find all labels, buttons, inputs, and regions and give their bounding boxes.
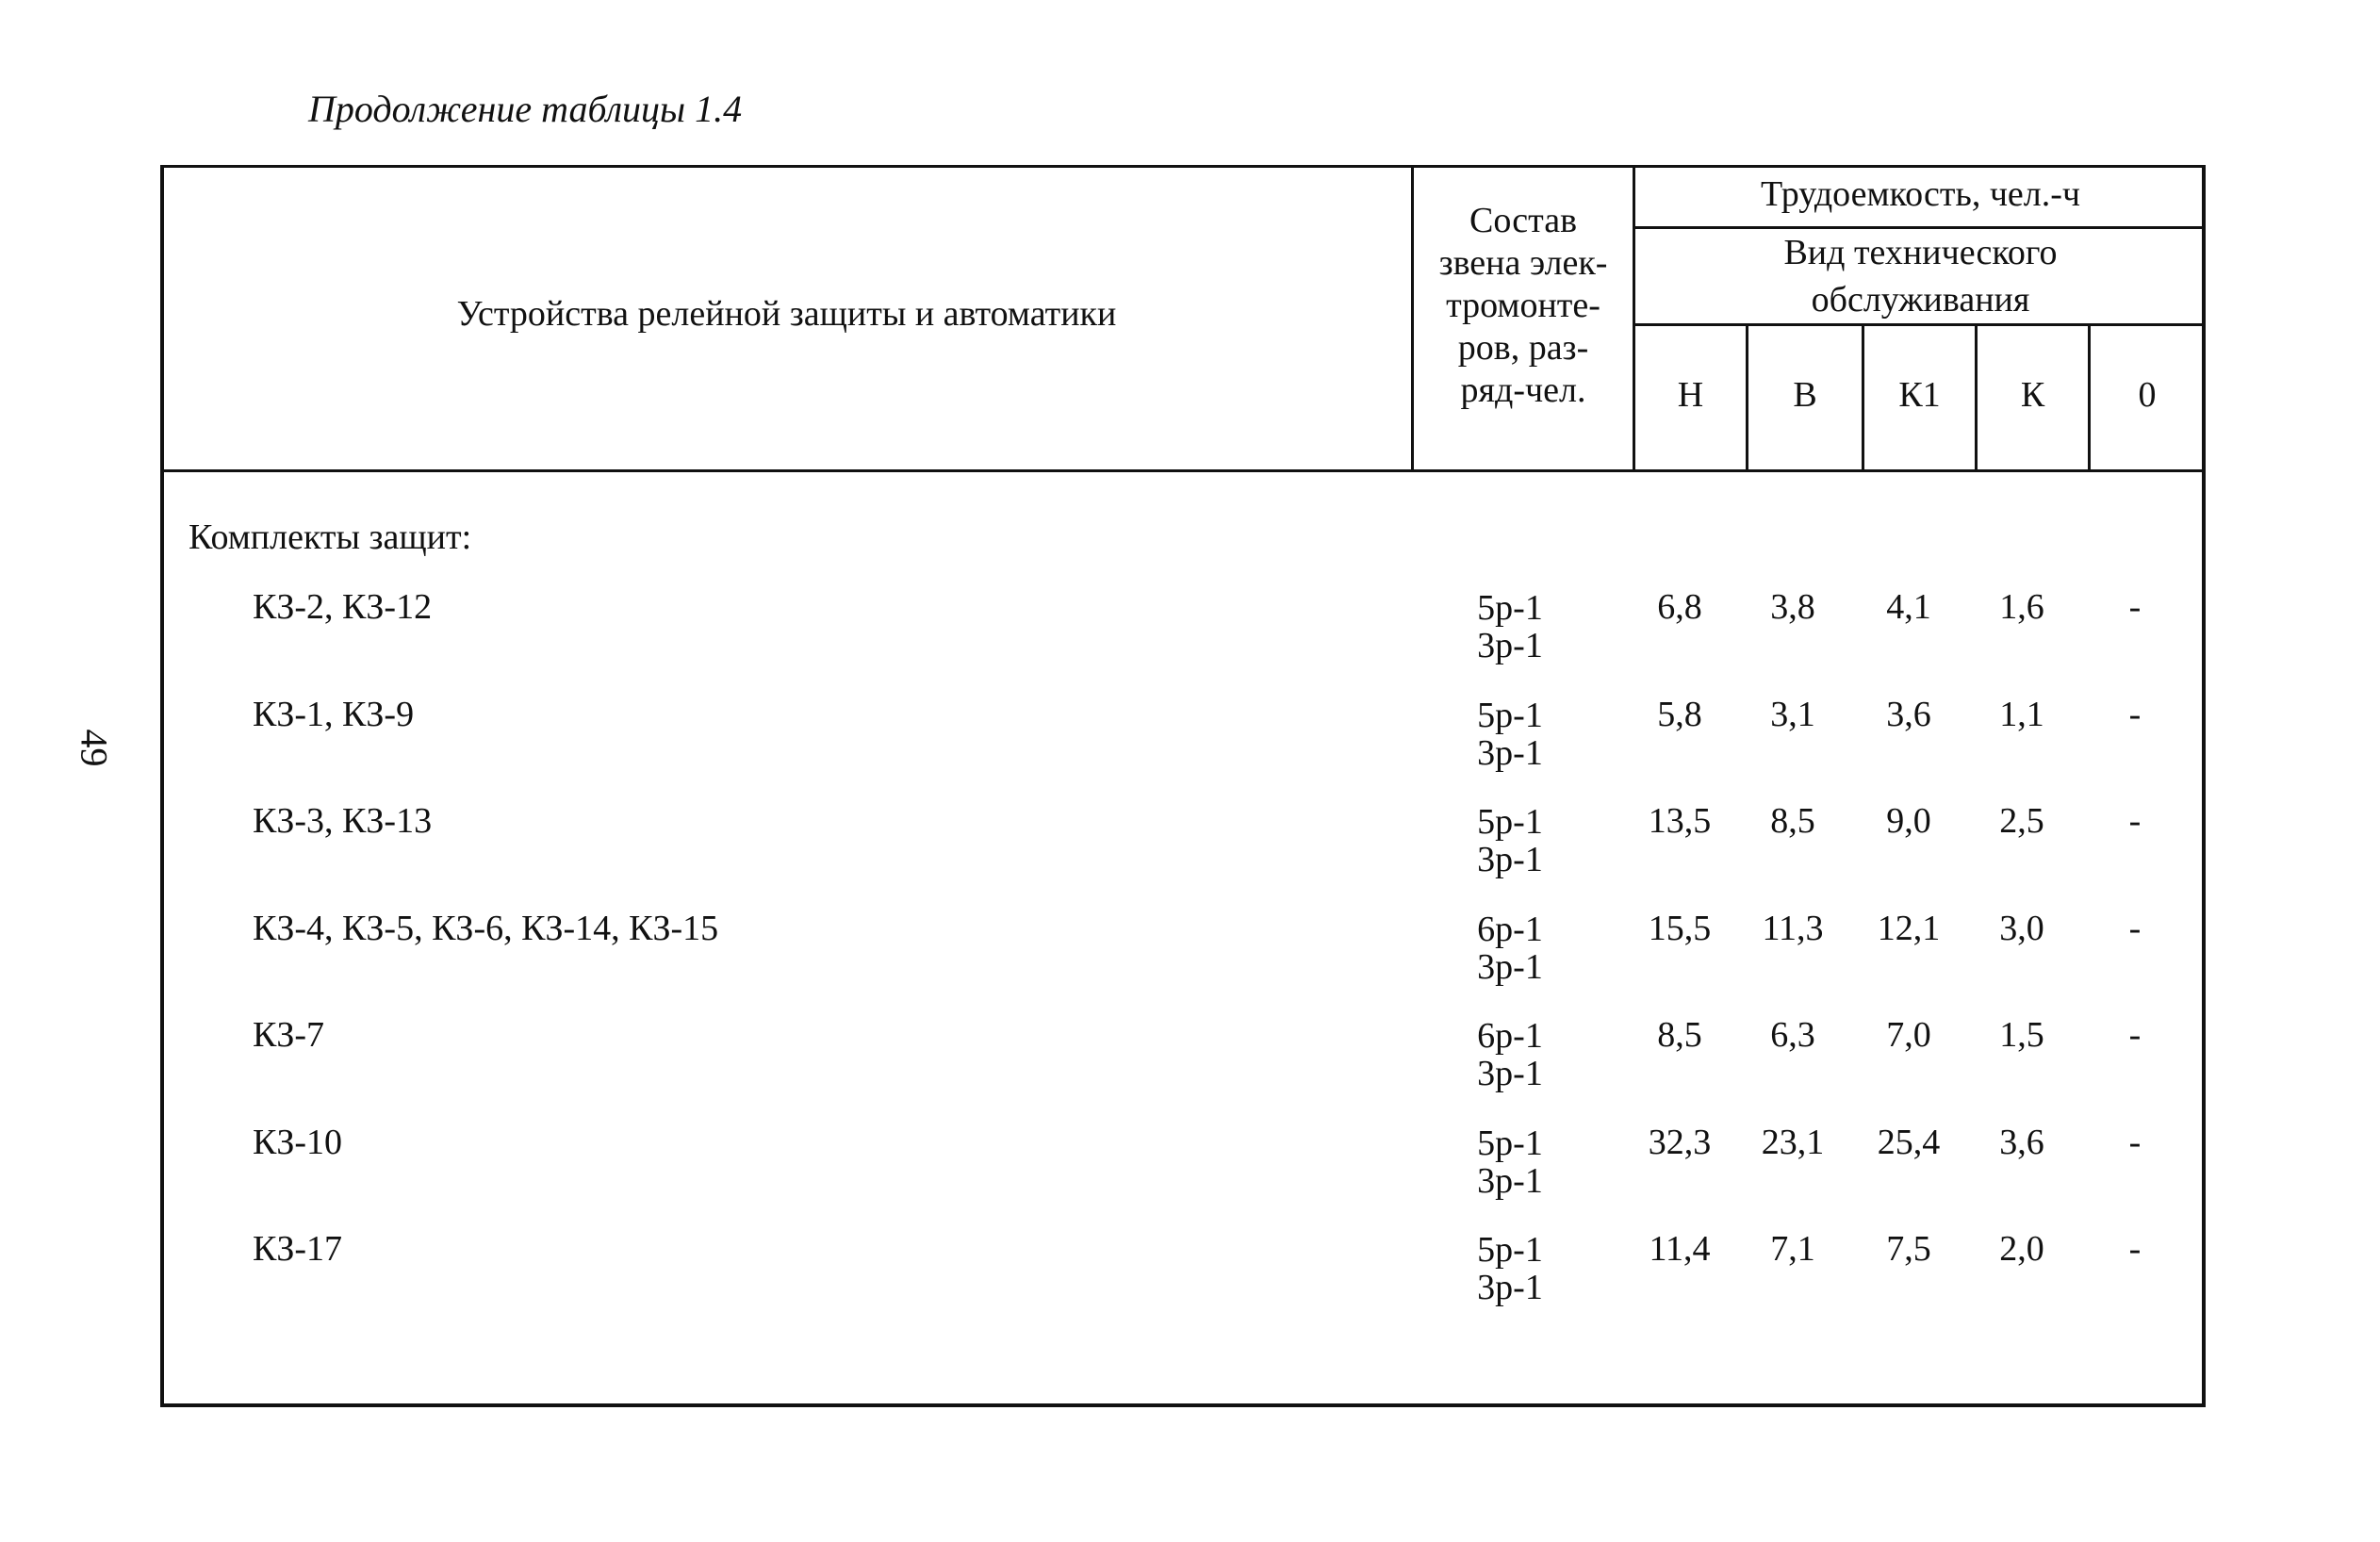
crew-line: 5р-1 (1477, 695, 1543, 735)
labor-value: 6,8 (1657, 587, 1702, 627)
crew-line: 3р-1 (1477, 946, 1543, 987)
service-code-header: 0 (2138, 375, 2157, 415)
crew-line: 3р-1 (1477, 626, 1543, 665)
labor-value: 15,5 (1648, 908, 1712, 948)
crew-header-line: Состав (1469, 201, 1578, 240)
crew-composition (1444, 1124, 1576, 1200)
service-code-header: К (2020, 375, 2045, 415)
labor-value: 3,6 (1886, 694, 1931, 734)
crew-line: 3р-1 (1477, 1054, 1543, 1093)
service-code-header: К1 (1898, 375, 1941, 415)
labor-value: 1,5 (1999, 1015, 2044, 1055)
service-type-line: Вид технического (1783, 233, 2058, 272)
labor-value: 3,6 (1999, 1122, 2044, 1162)
labor-value: - (2128, 1015, 2142, 1055)
labor-value: 8,5 (1657, 1015, 1702, 1055)
service-type-line: обслуживания (1811, 280, 2030, 320)
header-bottom-rule (160, 469, 2206, 472)
device-name: КЗ-2, КЗ-12 (253, 587, 433, 627)
section-title: Комплекты защит: (189, 517, 472, 557)
device-name: КЗ-17 (253, 1229, 343, 1269)
labor-value: 4,1 (1886, 587, 1931, 627)
labor-value: 3,1 (1770, 694, 1815, 734)
labor-value: 7,1 (1770, 1229, 1815, 1269)
crew-composition (1444, 1017, 1576, 1092)
crew-composition (1444, 697, 1576, 772)
crew-line: 5р-1 (1477, 1230, 1543, 1270)
service-code-header: В (1793, 375, 1817, 415)
crew-header-line: ряд-чел. (1460, 370, 1586, 410)
labor-value: - (2128, 801, 2142, 841)
crew-header-line: тромонте- (1446, 286, 1600, 325)
device-name: КЗ-4, КЗ-5, КЗ-6, КЗ-14, КЗ-15 (253, 908, 719, 948)
crew-line: 3р-1 (1477, 732, 1543, 773)
crew-line: 6р-1 (1477, 909, 1543, 949)
crew-line: 3р-1 (1477, 1160, 1543, 1201)
labor-value: 23,1 (1761, 1122, 1825, 1162)
device-name: КЗ-7 (253, 1015, 325, 1055)
crew-column-header (1414, 200, 1633, 412)
labor-value: 25,4 (1877, 1122, 1941, 1162)
labor-value: - (2128, 908, 2142, 948)
crew-line: 5р-1 (1477, 1123, 1543, 1163)
page-number: 49 (73, 729, 116, 767)
labor-value: - (2128, 1229, 2142, 1269)
service-codes-rule (1633, 323, 2206, 326)
device-column-header: Устройства релейной защиты и автоматики (456, 294, 1117, 334)
labor-value: 11,4 (1649, 1229, 1711, 1269)
labor-value: - (2128, 1122, 2142, 1162)
table-caption: Продолжение таблицы 1.4 (308, 88, 743, 130)
labor-value: - (2128, 587, 2142, 627)
crew-line: 6р-1 (1477, 1016, 1543, 1056)
labor-header: Трудоемкость, чел.-ч (1760, 174, 2081, 214)
device-name: КЗ-1, КЗ-9 (253, 694, 415, 734)
labor-value: 8,5 (1770, 801, 1815, 841)
crew-line: 3р-1 (1477, 1268, 1543, 1307)
labor-value: 32,3 (1648, 1122, 1712, 1162)
labor-value: 3,0 (1999, 908, 2044, 948)
service-type-header (1635, 229, 2206, 323)
crew-line: 5р-1 (1477, 588, 1543, 628)
labor-value: 5,8 (1657, 694, 1702, 734)
crew-composition (1444, 803, 1576, 878)
labor-value: 6,3 (1770, 1015, 1815, 1055)
labor-value: 12,1 (1877, 908, 1941, 948)
service-code-header: Н (1677, 375, 1704, 415)
labor-value: 11,3 (1762, 908, 1824, 948)
crew-line: 3р-1 (1477, 840, 1543, 879)
crew-line: 5р-1 (1477, 802, 1543, 842)
labor-value: 1,6 (1999, 587, 2044, 627)
table-frame (160, 165, 2206, 1407)
labor-value: 2,0 (1999, 1229, 2044, 1269)
crew-composition (1444, 589, 1576, 664)
labor-value: 1,1 (1999, 694, 2044, 734)
crew-composition (1444, 1231, 1576, 1306)
labor-value: 7,5 (1886, 1229, 1931, 1269)
crew-header-line: ров, раз- (1457, 328, 1589, 368)
labor-value: 3,8 (1770, 587, 1815, 627)
labor-value: 13,5 (1648, 801, 1712, 841)
device-name: КЗ-10 (253, 1122, 343, 1162)
labor-value: 2,5 (1999, 801, 2044, 841)
crew-composition (1444, 910, 1576, 986)
crew-header-line: звена элек- (1438, 243, 1608, 283)
labor-value: 9,0 (1886, 801, 1931, 841)
labor-value: - (2128, 694, 2142, 734)
device-name: КЗ-3, КЗ-13 (253, 801, 433, 841)
labor-value: 7,0 (1886, 1015, 1931, 1055)
